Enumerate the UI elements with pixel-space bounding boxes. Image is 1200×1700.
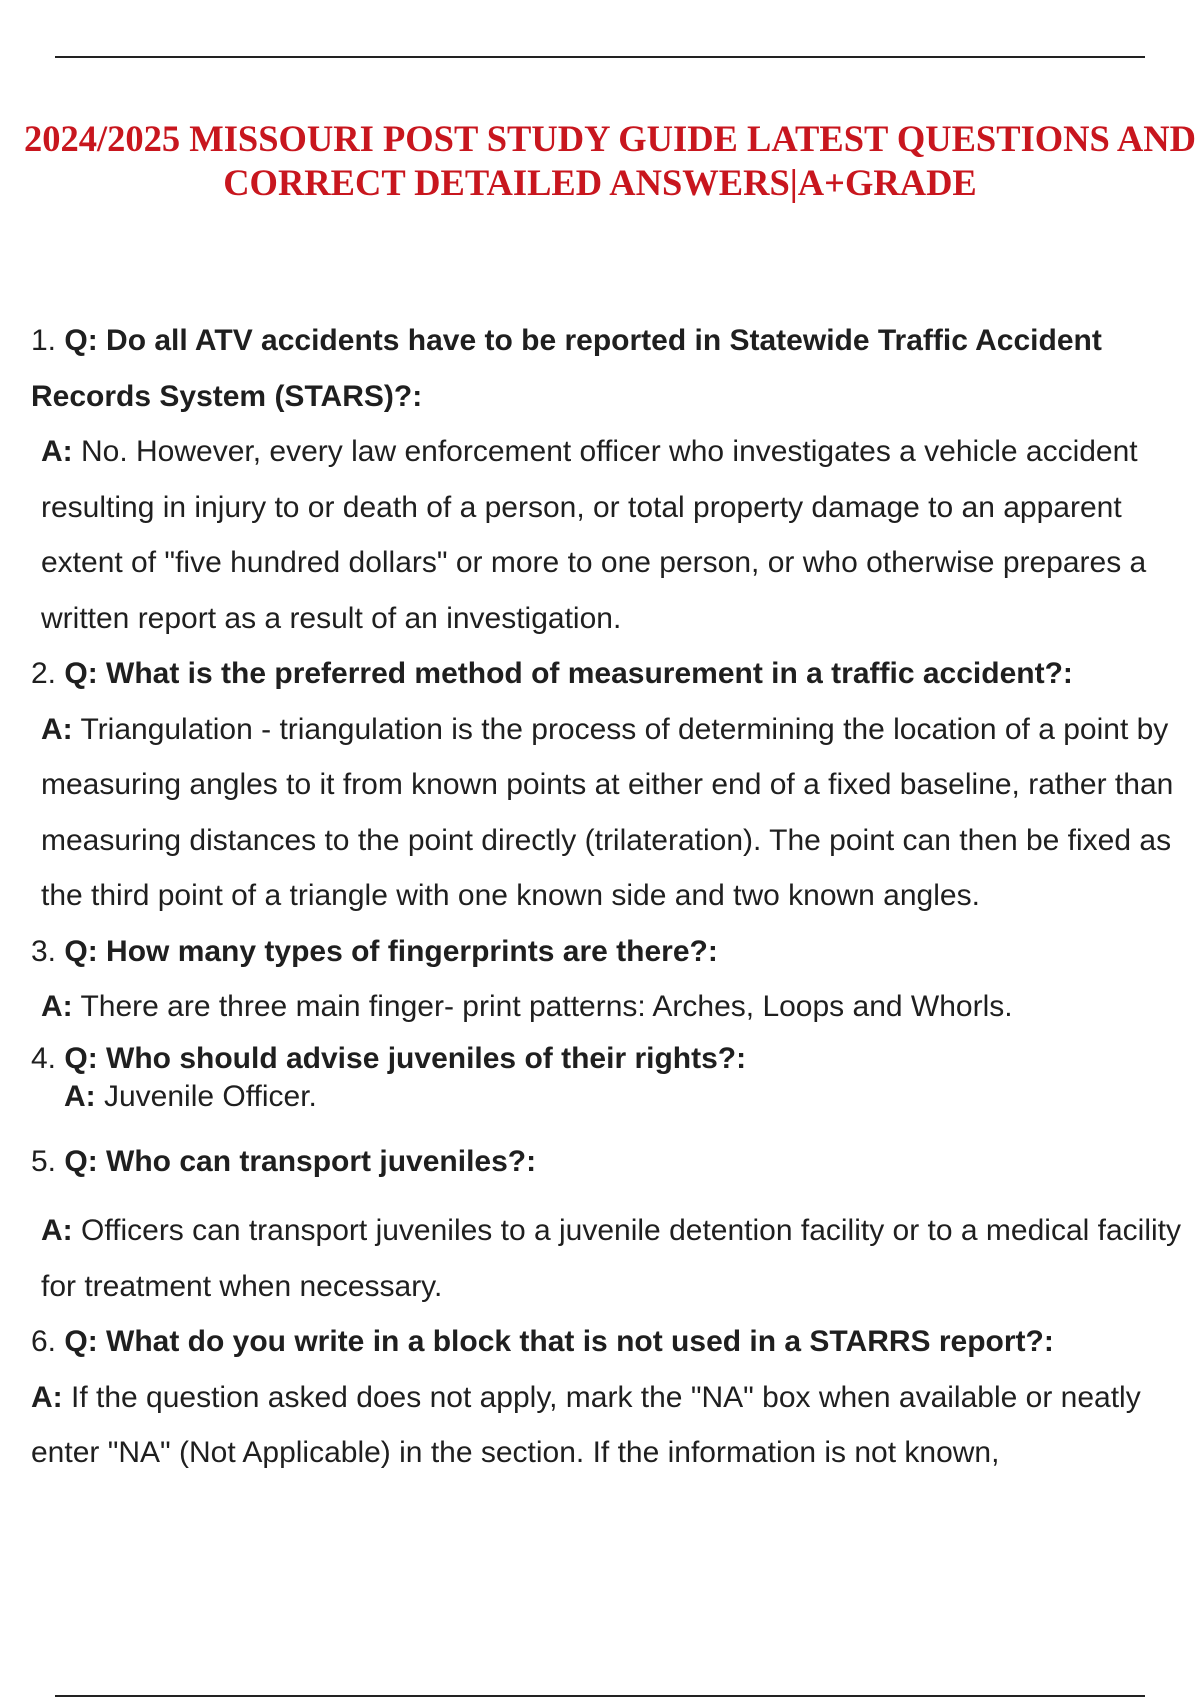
question-text: Q: Who should advise juveniles of their rights?: (64, 1041, 747, 1075)
qa-item-5 (31, 1134, 1181, 1315)
answer-label: A: (64, 1079, 96, 1113)
qa-list (31, 313, 1181, 1481)
answer-text: No. However, every law enforcement officer who investigates a vehicle accident resulting in injury to or death of a person, or total property damage to an apparent extent of "five hundred dollars" or more to one person, or who otherwise prepares a written report as a result of an investigation. (41, 435, 1147, 635)
question-3 (31, 924, 1181, 980)
question-number: 1. (31, 324, 57, 357)
question-text: Q: What do you write in a block that is not used in a STARRS report?: (64, 1325, 1054, 1358)
qa-item-1 (31, 313, 1181, 646)
title-line-2: CORRECT DETAILED ANSWERS|A+GRADE (223, 162, 977, 203)
question-5 (31, 1134, 1181, 1190)
qa-item-3 (31, 924, 1181, 1035)
answer-label: A: (41, 712, 73, 746)
qa-item-4 (31, 1039, 1181, 1115)
question-number: 3. (31, 934, 57, 968)
document-title (0, 117, 1200, 205)
question-2 (31, 646, 1181, 702)
question-text: Q: Who can transport juveniles?: (64, 1144, 537, 1178)
question-text: Q: What is the preferred method of measurement in a traffic accident?: (64, 657, 1073, 690)
question-number: 4. (31, 1041, 57, 1075)
answer-label: A: (41, 435, 73, 468)
answer-3 (31, 979, 1181, 1035)
answer-text: If the question asked does not apply, mark the "NA" box when available or neatly enter "NA" (Not Applicable) in the section. If the information is not known, (31, 1380, 1141, 1469)
answer-text: There are three main finger- print patterns: Arches, Loops and Whorls. (80, 990, 1013, 1023)
qa-item-2 (31, 646, 1181, 924)
question-6 (31, 1314, 1181, 1370)
question-number: 2. (31, 657, 57, 690)
question-text: Q: How many types of fingerprints are there?: (64, 934, 718, 968)
top-divider (55, 56, 1145, 58)
question-number: 5. (31, 1144, 57, 1178)
qa-item-6 (31, 1314, 1181, 1481)
answer-label: A: (41, 1214, 73, 1247)
answer-6 (31, 1370, 1181, 1481)
answer-label: A: (41, 990, 73, 1023)
answer-1 (31, 424, 1181, 646)
answer-label: A: (31, 1380, 63, 1414)
question-4 (31, 1039, 1181, 1079)
answer-5 (31, 1203, 1181, 1314)
answer-text: Officers can transport juveniles to a juvenile detention facility or to a medical facility for treatment when necessary. (41, 1214, 1181, 1303)
answer-text: Juvenile Officer. (104, 1079, 317, 1113)
question-1 (31, 313, 1181, 424)
answer-2 (31, 702, 1181, 924)
question-text: Q: Do all ATV accidents have to be reported in Statewide Traffic Accident Records System (STARS)?: (31, 324, 1102, 413)
answer-4 (31, 1079, 1181, 1115)
answer-text: Triangulation - triangulation is the process of determining the location of a point by measuring angles to it from known points at either end of a fixed baseline, rather than measuring distances to the point directly (trilateration). The point can then be fixed as the third point of a triangle with one known side and two known angles. (41, 712, 1174, 912)
bottom-divider (55, 1695, 1145, 1697)
question-number: 6. (31, 1325, 57, 1358)
title-line-1: 2024/2025 MISSOURI POST STUDY GUIDE LATEST QUESTIONS AND (24, 118, 1197, 159)
